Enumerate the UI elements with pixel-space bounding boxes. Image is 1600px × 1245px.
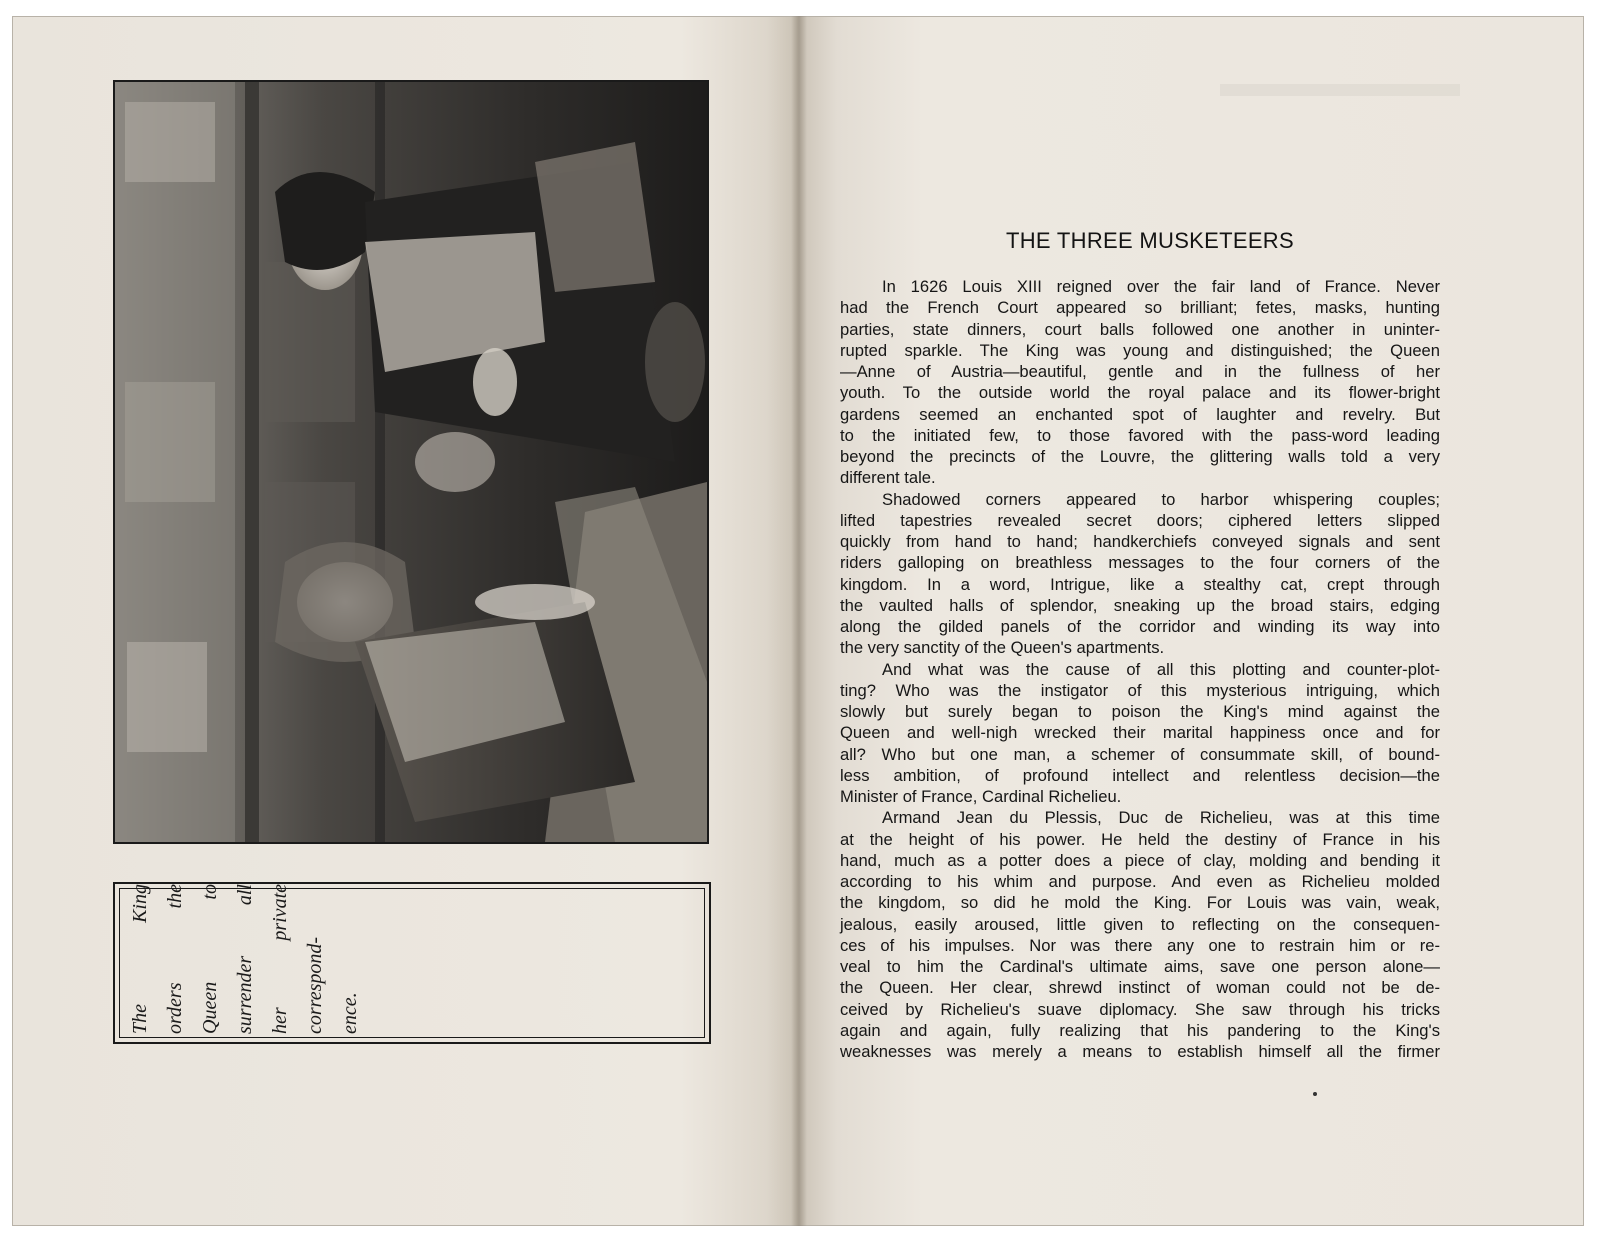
text-line: different tale.	[840, 468, 936, 488]
text-line: lifted tapestries revealed secret doors; ciphered letters slipped	[840, 510, 1440, 530]
text-line: slowly but surely began to poison the King's mind against the	[840, 702, 1440, 721]
story-text	[840, 276, 1440, 1062]
text-line: the very sanctity of the Queen's apartments.	[840, 638, 1165, 658]
photo-illustration	[115, 82, 707, 842]
text-line: rupted sparkle. The King was young and distinguished; the Queen	[840, 340, 1440, 360]
caption-line: surrender all	[234, 884, 256, 1034]
caption-line: Queen to	[199, 884, 221, 1034]
text-line: all? Who but one man, a schemer of consummate skill, of bound-	[840, 744, 1440, 764]
text-line: In 1626 Louis XIII reigned over the fair land of France. Never	[882, 277, 1440, 296]
text-line: veal to him the Cardinal's ultimate aims, save one person alone—	[840, 957, 1440, 976]
text-line: had the French Court appeared so brilliant; fetes, masks, hunting	[840, 298, 1440, 318]
photograph-plate	[113, 80, 709, 844]
text-line: hand, much as a potter does a piece of clay, molding and bending it	[840, 850, 1440, 870]
photo-caption	[123, 884, 563, 1034]
text-line: Shadowed corners appeared to harbor whispering couples;	[882, 489, 1440, 509]
text-line: ting? Who was the instigator of this mysterious intriguing, which	[840, 680, 1440, 700]
text-line: the kingdom, so did he mold the King. For Louis was vain, weak,	[840, 893, 1440, 913]
ink-speck	[1313, 1092, 1317, 1096]
text-line: beyond the precincts of the Louvre, the glittering walls told a very	[840, 447, 1440, 466]
caption-line: ence.	[339, 992, 361, 1034]
text-line: along the gilded panels of the corridor and winding its way into	[840, 617, 1440, 636]
text-line: And what was the cause of all this plotting and counter-plot-	[882, 659, 1440, 679]
caption-line: orders the	[164, 884, 186, 1034]
text-line: again and again, fully realizing that his pandering to the King's	[840, 1020, 1440, 1040]
text-line: according to his whim and purpose. And even as Richelieu molded	[840, 872, 1440, 891]
caption-line: her private	[269, 884, 291, 1034]
text-line: youth. To the outside world the royal palace and its flower-bright	[840, 383, 1440, 403]
show-through-text	[1220, 84, 1460, 96]
text-line: to the initiated few, to those favored with the pass-word leading	[840, 425, 1440, 445]
text-line: at the height of his power. He held the destiny of France in his	[840, 829, 1440, 849]
text-line: parties, state dinners, court balls followed one another in uninter-	[840, 319, 1440, 339]
text-line: less ambition, of profound intellect and relentless decision—the	[840, 765, 1440, 785]
text-line: riders galloping on breathless messages to the four corners of the	[840, 553, 1440, 573]
text-line: Queen and well-nigh wrecked their marital happiness once and for	[840, 723, 1440, 743]
text-line: the Queen. Her clear, shrewd instinct of woman could not be de-	[840, 978, 1440, 998]
page-title: THE THREE MUSKETEERS	[1006, 228, 1294, 253]
text-line: gardens seemed an enchanted spot of laughter and revelry. But	[840, 404, 1440, 424]
text-line: —Anne of Austria—beautiful, gentle and in the fullness of her	[840, 362, 1440, 381]
text-line: quickly from hand to hand; handkerchiefs conveyed signals and sent	[840, 532, 1440, 551]
caption-line: correspond-	[304, 936, 326, 1034]
caption-frame	[113, 882, 711, 1044]
text-line: the vaulted halls of splendor, sneaking up the broad stairs, edging	[840, 595, 1440, 615]
booklet-spine	[791, 16, 807, 1226]
text-line: Armand Jean du Plessis, Duc de Richelieu, was at this time	[882, 808, 1440, 828]
text-line: ces of his impulses. Nor was there any one to restrain him or re-	[840, 935, 1440, 955]
caption-line: The King	[129, 884, 151, 1034]
caption-inner-frame	[119, 884, 705, 1038]
text-line: weaknesses was merely a means to establish himself all the firmer	[840, 1042, 1440, 1061]
text-line: kingdom. In a word, Intrigue, like a stealthy cat, crept through	[840, 574, 1440, 594]
text-line: Minister of France, Cardinal Richelieu.	[840, 787, 1122, 806]
text-line: jealous, easily aroused, little given to reflecting on the consequen-	[840, 914, 1440, 934]
text-line: ceived by Richelieu's suave diplomacy. She saw through his tricks	[840, 999, 1440, 1019]
